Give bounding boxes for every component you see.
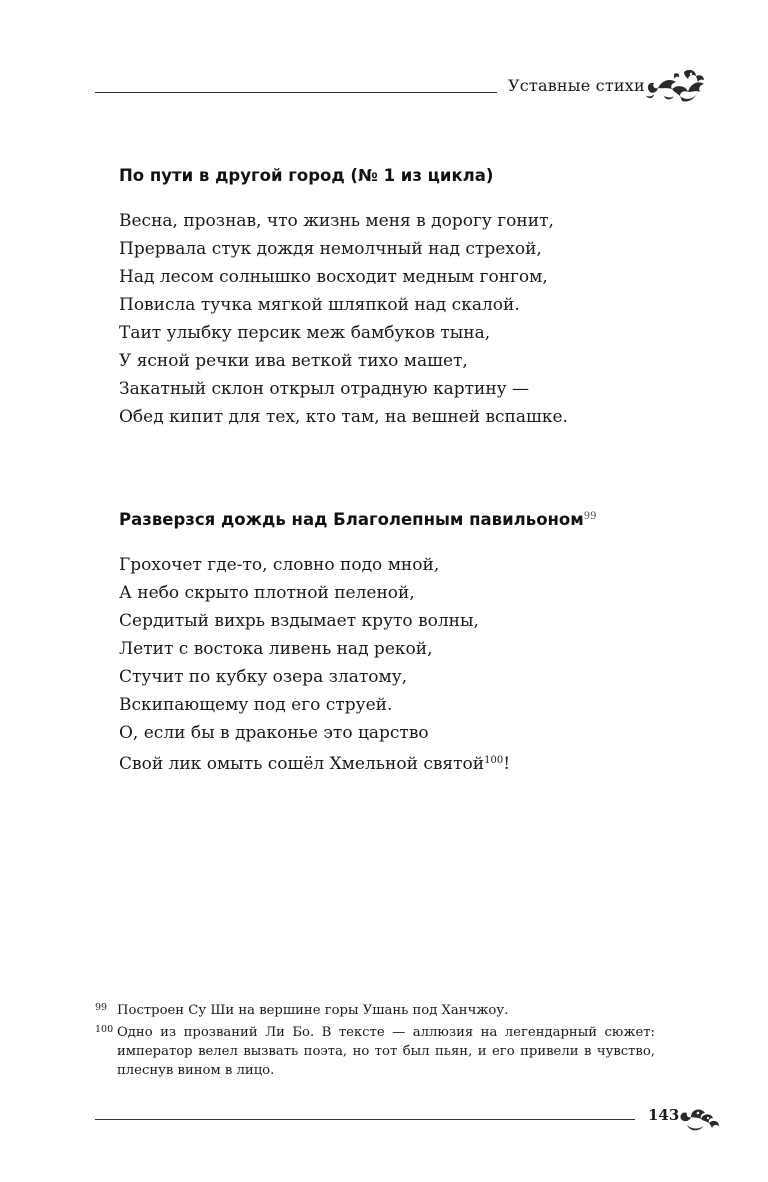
verse-line: Обед кипит для тех, кто там, на вешней вспашке. [119,407,568,427]
poem-title-text: Разверзся дождь над Благолепным павильоном [119,510,584,529]
poem-title [119,510,596,529]
cloud-ornament-icon [677,1103,723,1133]
poem-2 [119,510,596,778]
footnote-number: 100 [95,1024,114,1035]
verse-line: Закатный склон открыл отрадную картину — [119,379,530,399]
footnote-ref[interactable]: 100 [484,755,504,766]
verse-line: Стучит по кубку озера златому, [119,667,408,687]
footnote-text: Одно из прозваний Ли Бо. В тексте — аллюзия на легендарный сюжет: император велел вызвать поэта, но тот был пьян, и его привели в чувство, плеснув вином в лицо. [117,1025,655,1078]
verse-line: Таит улыбку персик меж бамбуков тына, [119,323,491,343]
verse-line: Прервала стук дождя немолчный над стрехой, [119,239,542,259]
verse-line: Весна, прознав, что жизнь меня в дорогу гонит, [119,211,554,231]
footnote [95,1001,655,1020]
footnote-text: Построен Су Ши на вершине горы Ушань под Ханчжоу. [117,1003,509,1018]
running-title: Уставные стихи [508,76,645,95]
verse-line: О, если бы в драконье это царство [119,723,429,743]
footnote-ref[interactable]: 99 [583,511,597,522]
verse-line-last [119,747,596,778]
footer-rule [95,1119,635,1120]
verse-line: А небо скрыто плотной пеленой, [119,583,415,603]
poem-title [119,166,568,185]
verse-line-text: Свой лик омыть сошёл Хмельной святой [119,754,485,774]
verse-line: Над лесом солнышко восходит медным гонгом, [119,267,548,287]
verse-line: Вскипающему под его струей. [119,695,393,715]
verse-line: Повисла тучка мягкой шляпкой над скалой. [119,295,520,315]
verse-line-tail: ! [503,754,511,774]
footnote-number: 99 [95,1002,108,1013]
dragon-ornament-icon [644,66,708,104]
verse-line: Сердитый вихрь вздымает круто волны, [119,611,479,631]
poem-title-text: По пути в другой город (№ 1 из цикла) [119,166,494,185]
footnote [95,1023,655,1080]
poem-1 [119,166,568,431]
verse-line: Грохочет где-то, словно подо мной, [119,555,440,575]
verse-line: Летит с востока ливень над рекой, [119,639,433,659]
footnotes [95,1001,655,1083]
header-rule [95,92,497,93]
verse-line: У ясной речки ива веткой тихо машет, [119,351,468,371]
page-number: 143 [648,1106,680,1124]
